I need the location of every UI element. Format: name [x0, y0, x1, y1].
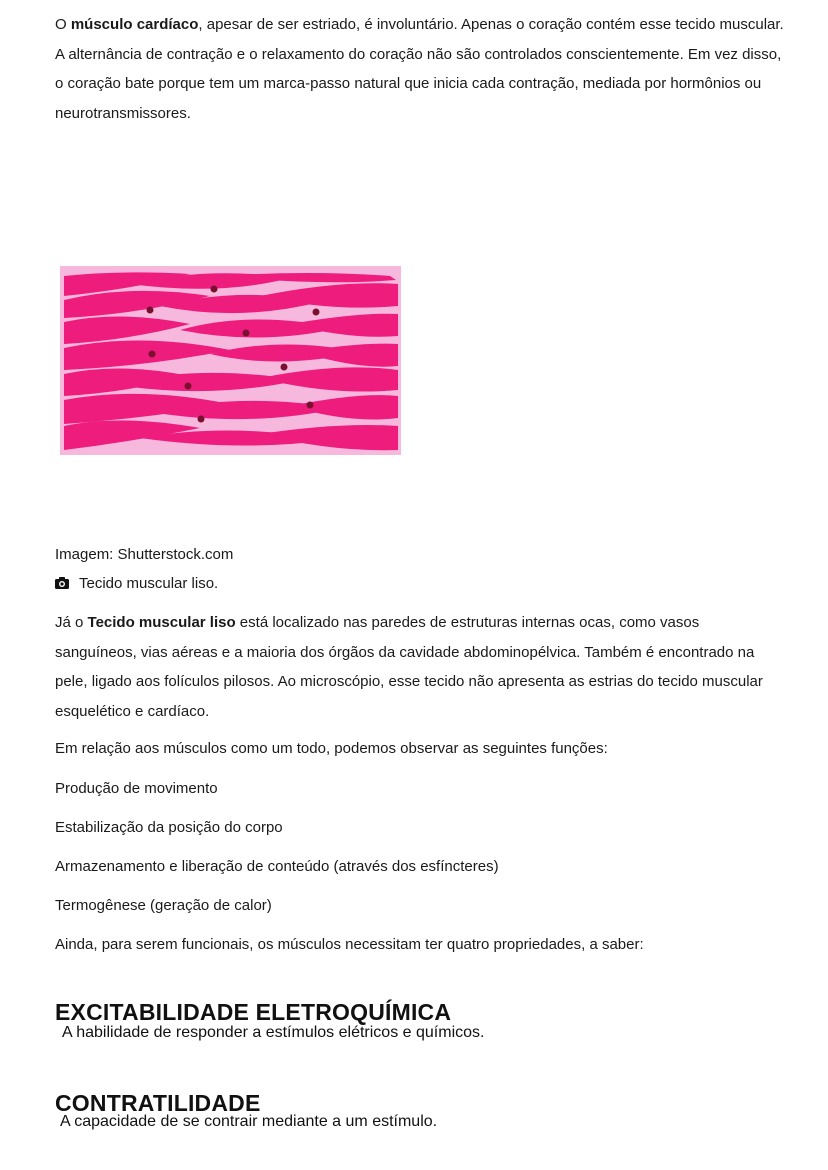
property-title: CONTRATILIDADE — [55, 1090, 261, 1116]
paragraph-cardiac-muscle: O músculo cardíaco, apesar de ser estriado, é involuntário. Apenas o coração contém esse tecido muscular. A alternância de contração e o relaxamento do coração não são controlados conscientemente. Em vez disso, o coração bate porque tem um marca-passo natural que inicia cada contração, mediada por hormônios ou neurotransmissores. — [55, 16, 784, 122]
nucleus — [243, 330, 250, 337]
figure-caption: Tecido muscular liso. — [55, 574, 218, 594]
property-title: EXCITABILIDADE ELETROQUÍMICA — [55, 999, 452, 1025]
nucleus — [307, 402, 314, 409]
image-credit: Imagem: Shutterstock.com — [55, 546, 234, 563]
nucleus — [185, 383, 192, 390]
camera-icon — [55, 577, 69, 589]
term-cardiac-muscle: músculo cardíaco — [70, 16, 199, 33]
function-item: Estabilização da posição do corpo — [55, 819, 283, 836]
properties-intro: Ainda, para serem funcionais, os músculos necessitam ter quatro propriedades, a saber: — [55, 936, 644, 953]
nucleus — [198, 416, 205, 423]
paragraph-smooth-muscle: Já o Tecido muscular liso está localizado nas paredes de estruturas internas ocas, como vasos sanguíneos, vias aéreas e a maioria dos órgãos da cavidade abdominopélvica. Também é encontrado na pele, ligado aos folículos pilosos. Ao microscópio, esse tecido não apresenta as estrias do tecido muscular esquelético e cardíaco. — [55, 614, 763, 720]
functions-intro: Em relação aos músculos como um todo, podemos observar as seguintes funções: — [55, 740, 608, 757]
function-item: Termogênese (geração de calor) — [55, 897, 272, 914]
term-smooth-muscle: Tecido muscular liso — [87, 614, 236, 631]
nucleus — [149, 351, 156, 358]
property-description: A capacidade de se contrair mediante a um estímulo. — [60, 1113, 438, 1130]
smooth-muscle-illustration — [60, 266, 401, 455]
nucleus — [147, 307, 154, 314]
property-description: A habilidade de responder a estímulos elétricos e químicos. — [62, 1024, 485, 1041]
function-item: Produção de movimento — [55, 780, 218, 797]
nucleus — [211, 286, 218, 293]
smooth-muscle-svg — [60, 266, 401, 455]
function-item: Armazenamento e liberação de conteúdo (através dos esfíncteres) — [55, 858, 499, 875]
nucleus — [313, 309, 320, 316]
nucleus — [281, 364, 288, 371]
